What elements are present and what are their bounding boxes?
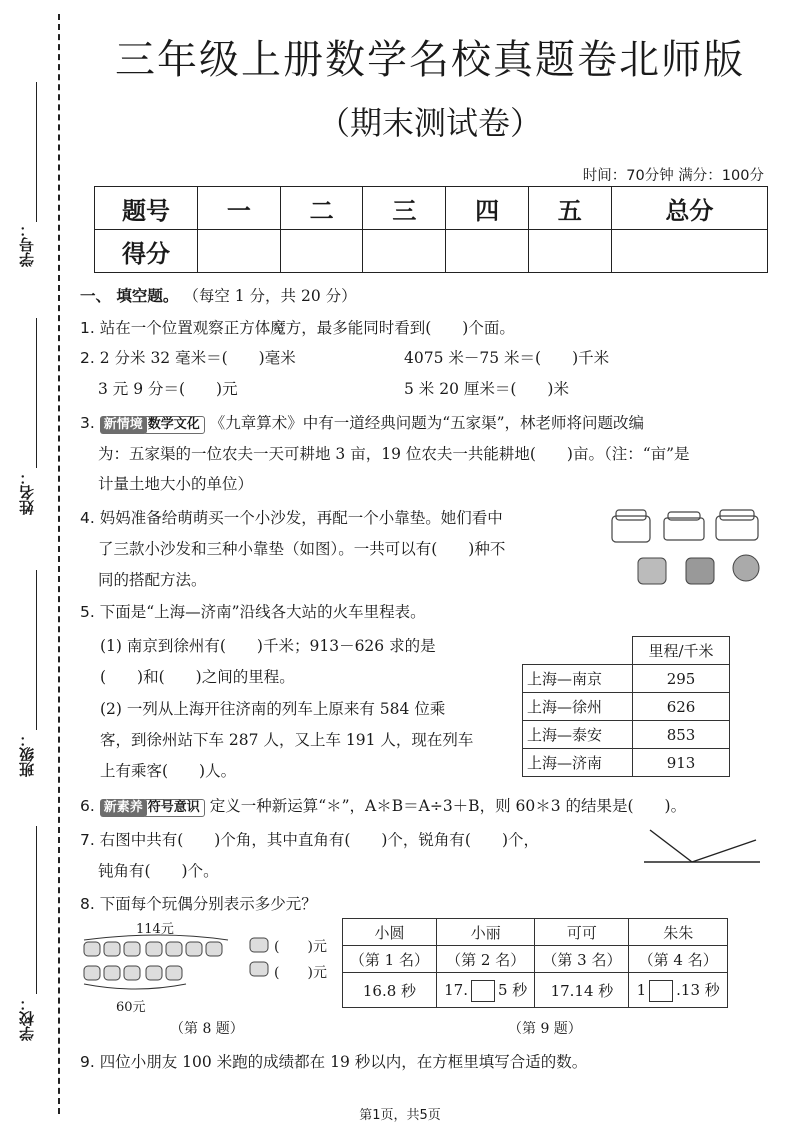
runner-time (436, 973, 535, 1008)
runner-name: 小丽 (436, 919, 535, 946)
question-5-part2c: 上有乘客( )人。 (100, 762, 237, 780)
question-5-part2b: 客，到徐州站下车 287 人，又上车 191 人，现在列车 (100, 731, 474, 749)
km-cell: 295 (633, 665, 730, 693)
student-id-line (36, 82, 37, 222)
binding-margin (0, 0, 62, 1132)
route-cell: 上海—济南 (523, 749, 633, 777)
race-name-row (343, 919, 728, 946)
question-2d: 5 米 20 厘米＝( )米 (404, 380, 569, 398)
question-4-line3: 同的搭配方法。 (98, 571, 207, 589)
time-part: 5 秒 (497, 980, 528, 999)
score-header-cell: 题号 (95, 187, 198, 230)
score-header-cell: 二 (280, 187, 363, 230)
score-input-cell[interactable] (528, 230, 611, 273)
section-note: （每空 1 分，共 20 分） (183, 287, 357, 305)
time-part: 1 (636, 980, 647, 999)
km-cell: 913 (633, 749, 730, 777)
school-label: 学校： (18, 996, 36, 1041)
digit-box[interactable] (471, 980, 495, 1002)
mileage-header: 里程/千米 (633, 637, 730, 665)
section-title: 一、 填空题。 (80, 287, 179, 305)
question-number: 9. (80, 1053, 95, 1071)
question-1 (80, 312, 515, 344)
runner-name: 小圆 (343, 919, 437, 946)
mileage-row (523, 721, 730, 749)
question-number: 2. (80, 349, 95, 367)
yuan-unit: 元 (312, 965, 327, 981)
toy-b-answer[interactable]: ( )元 (274, 965, 327, 981)
empty-cell (523, 637, 633, 665)
km-cell: 853 (633, 721, 730, 749)
sofa-cushion-image (608, 506, 768, 590)
question-4-line2: 了三款小沙发和三种小靠垫（如图）。一共可以有( )种不 (98, 540, 506, 558)
score-input-cell[interactable] (198, 230, 281, 273)
time-part: 17. (444, 980, 468, 999)
bottom-amount: 60元 (116, 1000, 146, 1015)
tag-symbol-sense: 符号意识 (143, 799, 205, 817)
race-table (342, 918, 728, 1008)
question-text: 右图中共有( )个角，其中直角有( )个，锐角有( )个， (99, 831, 540, 849)
score-header-cell: 一 (198, 187, 281, 230)
page-footer: 第1页，共5页 (359, 1108, 441, 1123)
question-text: 站在一个位置观察正方体魔方，最多能同时看到( )个面。 (99, 319, 515, 337)
cut-line (58, 14, 60, 1114)
tag-math-culture: 数学文化 (143, 416, 205, 434)
runner-time: 16.8 秒 (343, 973, 437, 1008)
score-label-cell: 得分 (95, 230, 198, 273)
runner-rank: （第 2 名） (436, 946, 535, 973)
question-number: 4. (80, 509, 95, 527)
question-number: 1. (80, 319, 95, 337)
question-3-line3: 计量土地大小的单位） (98, 475, 254, 493)
mileage-table (522, 636, 730, 777)
score-header-cell: 总分 (611, 187, 767, 230)
section-heading (80, 284, 357, 306)
time-part: .13 秒 (676, 980, 720, 999)
school-line (36, 826, 37, 994)
tag-new-context: 新情境 (100, 416, 147, 434)
name-label: 姓名： (18, 470, 36, 515)
question-2 (80, 342, 296, 374)
question-number: 8. (80, 895, 95, 913)
tag-new-literacy: 新素养 (100, 799, 147, 817)
mileage-row (523, 665, 730, 693)
score-header-cell: 三 (363, 187, 446, 230)
mileage-row (523, 693, 730, 721)
race-time-row (343, 973, 728, 1008)
score-row (95, 230, 768, 273)
question-3 (80, 407, 644, 439)
score-input-cell[interactable] (446, 230, 529, 273)
question-2a: 2 分米 32 毫米＝( )毫米 (99, 349, 296, 367)
class-line (36, 570, 37, 730)
mileage-row (523, 749, 730, 777)
question-number: 3. (80, 414, 95, 432)
runner-time: 17.14 秒 (535, 973, 629, 1008)
km-cell: 626 (633, 693, 730, 721)
question-6 (80, 790, 686, 822)
question-2b: 4075 米－75 米＝( )千米 (404, 349, 610, 367)
page-title: 三年级上册数学名校真题卷北师版 (115, 37, 745, 83)
runner-rank: （第 3 名） (535, 946, 629, 973)
name-line (36, 318, 37, 468)
runner-time (629, 973, 728, 1008)
question-text: 《九章算术》中有一道经典问题为“五家渠”，林老师将问题改编 (209, 414, 645, 432)
question-7 (80, 824, 539, 856)
question-text: 四位小朋友 100 米跑的成绩都在 19 秒以内，在方框里填写合适的数。 (99, 1053, 588, 1071)
angle-figure (644, 826, 762, 866)
toy-groups (80, 932, 240, 998)
score-input-cell[interactable] (611, 230, 767, 273)
question-7-line2: 钝角有( )个。 (98, 862, 219, 880)
question-8 (80, 888, 317, 920)
runner-name: 可可 (535, 919, 629, 946)
class-label: 班级： (18, 732, 36, 777)
question-5-part2a: (2) 一列从上海开往济南的列车上原来有 584 位乘 (100, 700, 446, 718)
digit-box[interactable] (649, 980, 673, 1002)
question-number: 6. (80, 797, 95, 815)
question-text: 妈妈准备给萌萌买一个小沙发，再配一个小靠垫。她们看中 (99, 509, 503, 527)
question-9 (80, 1046, 587, 1078)
score-header-cell: 五 (528, 187, 611, 230)
question-5-part1b: ( )和( )之间的里程。 (100, 668, 295, 686)
student-id-label: 学号： (18, 222, 36, 267)
question-3-line2: 为：五家渠的一位农夫一天可耕地 3 亩，19 位农夫一共能耕地( )亩。（注：“亩”是 (98, 445, 690, 463)
score-table (94, 186, 768, 273)
caption-q9: （第 9 题） (508, 1021, 582, 1037)
runner-rank: （第 4 名） (629, 946, 728, 973)
caption-q8: （第 8 题） (170, 1021, 244, 1037)
runner-rank: （第 1 名） (343, 946, 437, 973)
question-2c: 3 元 9 分＝( )元 (98, 380, 238, 398)
question-number: 5. (80, 603, 95, 621)
mileage-header-row (523, 637, 730, 665)
question-4 (80, 502, 503, 534)
toy-icons (248, 936, 272, 980)
question-5-part1a: (1) 南京到徐州有( )千米；913－626 求的是 (100, 637, 436, 655)
question-text: 定义一种新运算“＊”，A＊B＝A÷3＋B，则 60＊3 的结果是( )。 (209, 797, 687, 815)
top-amount: 114元 (136, 922, 174, 937)
question-5 (80, 596, 426, 628)
score-input-cell[interactable] (363, 230, 446, 273)
route-cell: 上海—徐州 (523, 693, 633, 721)
question-number: 7. (80, 831, 95, 849)
yuan-unit: 元 (312, 939, 327, 955)
question-text: 下面每个玩偶分别表示多少元？ (99, 895, 317, 913)
score-header-cell: 四 (446, 187, 529, 230)
question-text: 下面是“上海—济南”沿线各大站的火车里程表。 (99, 603, 426, 621)
toy-a-answer[interactable]: ( )元 (274, 939, 327, 955)
page-subtitle: （期末测试卷） (317, 104, 542, 142)
score-header-row (95, 187, 768, 230)
route-cell: 上海—南京 (523, 665, 633, 693)
race-rank-row (343, 946, 728, 973)
score-input-cell[interactable] (280, 230, 363, 273)
route-cell: 上海—泰安 (523, 721, 633, 749)
time-score-info: 时间：70分钟 满分：100分 (582, 168, 764, 184)
runner-name: 朱朱 (629, 919, 728, 946)
